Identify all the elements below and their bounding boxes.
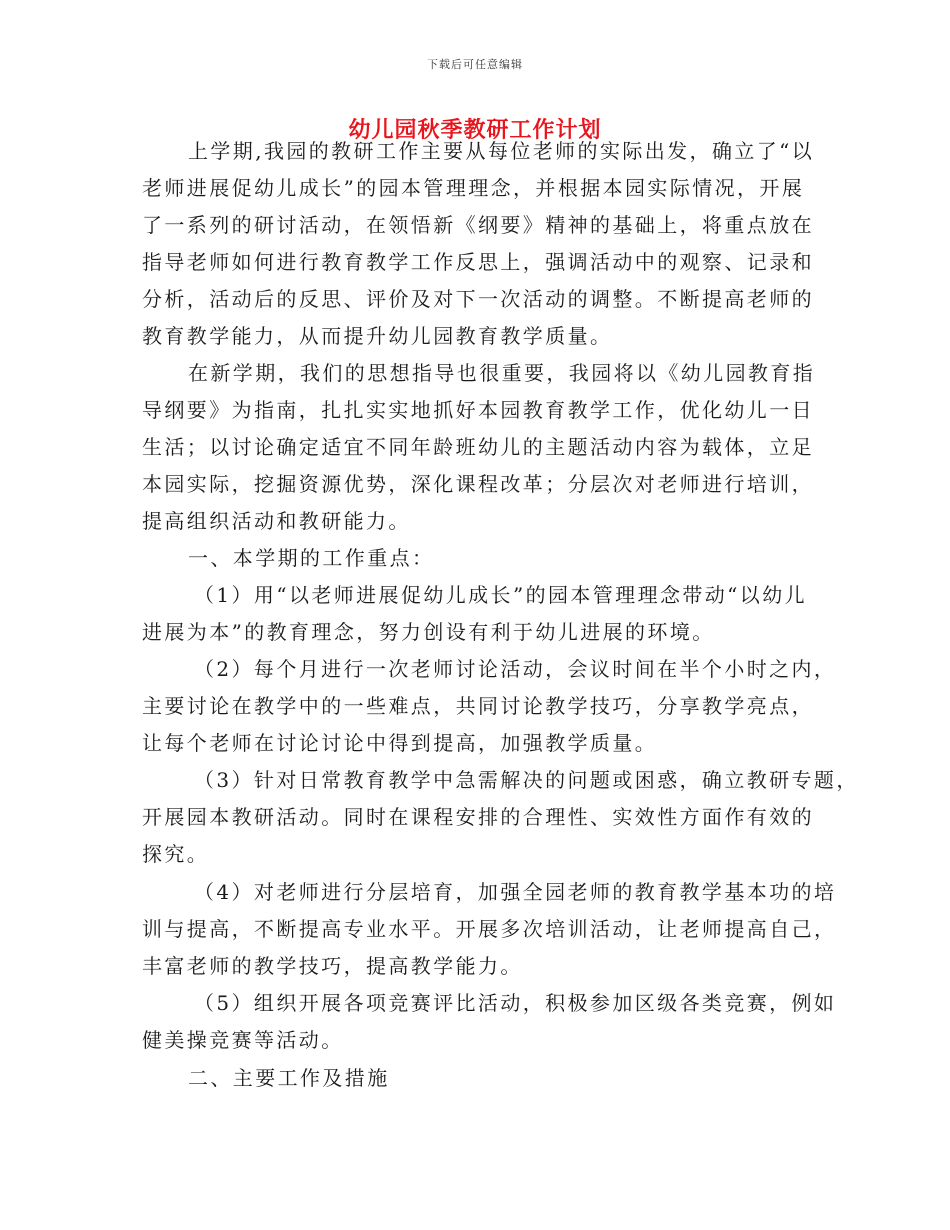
- paragraph-line: 老师进展促幼儿成长”的园本管理理念，并根据本园实际情况，开展: [142, 176, 805, 200]
- section-heading-1: 一、本学期的工作重点：: [188, 546, 435, 570]
- list-item-4-line: 训与提高，不断提高专业水平。开展多次培训活动，让老师提高自己，: [142, 917, 837, 941]
- list-item-2-line: 让每个老师在讨论讨论中得到提高，加强教学质量。: [142, 731, 658, 755]
- paragraph-line: 了一系列的研讨活动，在领悟新《纲要》精神的基础上，将重点放在: [142, 213, 814, 237]
- list-item-3-line: 探究。: [142, 842, 210, 866]
- list-item-1-line: （1）用“以老师进展促幼儿成长”的园本管理理念带动“以幼儿: [194, 583, 807, 607]
- list-item-4-line: 丰富老师的教学技巧，提高教学能力。: [142, 954, 523, 978]
- section-heading-2: 二、主要工作及措施: [188, 1066, 390, 1090]
- header-note: 下载后可任意编辑: [427, 58, 523, 71]
- document-title: 幼儿园秋季教研工作计划: [348, 117, 602, 143]
- paragraph-line: 分析，活动后的反思、评价及对下一次活动的调整。不断提高老师的: [142, 287, 814, 311]
- paragraph-line: 生活；以讨论确定适宜不同年龄班幼儿的主题活动内容为载体，立足: [142, 435, 814, 459]
- list-item-2-line: 主要讨论在教学中的一些难点，共同讨论教学技巧，分享教学亮点，: [142, 694, 814, 718]
- paragraph-line: 本园实际，挖掘资源优势，深化课程改革；分层次对老师进行培训，: [142, 472, 814, 496]
- list-item-5-line: （5）组织开展各项竞赛评比活动，积极参加区级各类竞赛，例如: [194, 991, 837, 1015]
- list-item-1-line: 进展为本”的教育理念，努力创设有利于幼儿进展的环境。: [142, 620, 715, 644]
- list-item-2-line: （2）每个月进行一次老师讨论活动，会议时间在半个小时之内，: [194, 657, 837, 681]
- paragraph-line: 提高组织活动和教研能力。: [142, 509, 411, 533]
- list-item-3-line: 开展园本教研活动。同时在课程安排的合理性、实效性方面作有效的: [142, 805, 814, 829]
- paragraph-line: 在新学期，我们的思想指导也很重要，我园将以《幼儿园教育指: [188, 361, 816, 385]
- paragraph-line: 指导老师如何进行教育教学工作反思上，强调活动中的观察、记录和: [142, 250, 814, 274]
- paragraph-line: 导纲要》为指南，扎扎实实地抓好本园教育教学工作，优化幼儿一日: [142, 398, 814, 422]
- list-item-4-line: （4）对老师进行分层培育，加强全园老师的教育教学基本功的培: [194, 880, 837, 904]
- list-item-5-line: 健美操竞赛等活动。: [142, 1028, 344, 1052]
- list-item-3-line: （3）针对日常教育教学中急需解决的问题或困惑，确立教研专题，: [194, 768, 859, 792]
- paragraph-line: 上学期,我园的教研工作主要从每位老师的实际出发，确立了“以: [188, 139, 815, 163]
- paragraph-line: 教育教学能力，从而提升幼儿园教育教学质量。: [142, 324, 613, 348]
